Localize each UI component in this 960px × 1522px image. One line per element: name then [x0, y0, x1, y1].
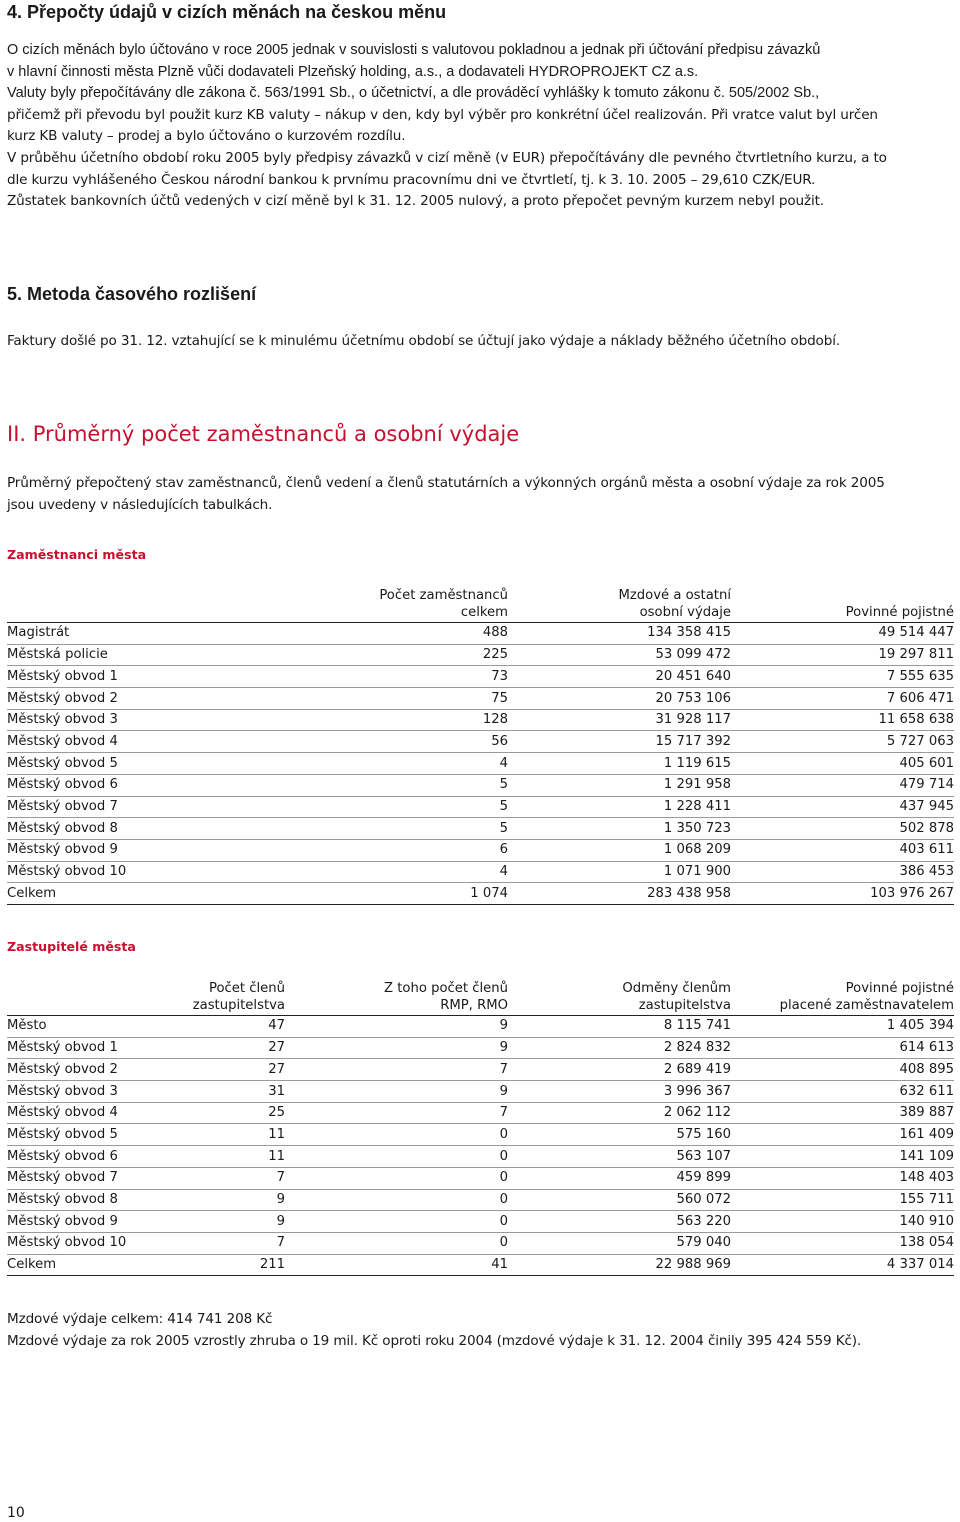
text-line: Valuty byly přepočítávány dle zákona č. 563/1991 Sb., o účetnictví, a dle prováděcí vyhlášky k tomuto zákonu č. 505/2002 Sb., — [7, 85, 820, 102]
cell-value: 0 — [285, 1167, 508, 1189]
cell-value: 1 074 — [207, 883, 508, 905]
council-table-caption: Zastupitelé města — [7, 939, 136, 954]
cell-value: 9 — [285, 1016, 508, 1038]
cell-value: 408 895 — [731, 1059, 954, 1081]
text-line: Zůstatek bankovních účtů vedených v cizí měně byl k 31. 12. 2005 nulový, a proto přepočet pevným kurzem nebyl použit. — [7, 193, 824, 210]
row-label: Městský obvod 2 — [7, 1059, 177, 1081]
cell-value: 47 — [177, 1016, 285, 1038]
row-label: Městský obvod 7 — [7, 1167, 177, 1189]
cell-value: 563 107 — [508, 1146, 731, 1168]
cell-value: 6 — [207, 839, 508, 861]
cell-value: 134 358 415 — [508, 623, 731, 645]
cell-value: 138 054 — [731, 1232, 954, 1254]
table-row — [7, 774, 954, 796]
table-row — [7, 1016, 954, 1038]
cell-value: 211 — [177, 1254, 285, 1276]
cell-value: 225 — [207, 644, 508, 666]
cell-value: 1 405 394 — [731, 1016, 954, 1038]
cell-value: 4 — [207, 861, 508, 883]
row-label: Magistrát — [7, 623, 207, 645]
cell-value: 9 — [285, 1037, 508, 1059]
column-header — [7, 980, 177, 1016]
column-header — [7, 587, 207, 623]
cell-value: 9 — [177, 1211, 285, 1233]
column-header-line: Odměny členům — [622, 981, 731, 996]
cell-value: 27 — [177, 1059, 285, 1081]
cell-value: 403 611 — [731, 839, 954, 861]
cell-value: 41 — [285, 1254, 508, 1276]
row-label: Městský obvod 10 — [7, 861, 207, 883]
cell-value: 73 — [207, 666, 508, 688]
table-row — [7, 1059, 954, 1081]
cell-value: 459 899 — [508, 1167, 731, 1189]
row-label: Městská policie — [7, 644, 207, 666]
cell-value: 1 068 209 — [508, 839, 731, 861]
row-label: Městský obvod 8 — [7, 818, 207, 840]
column-header-line: Mzdové a ostatní — [618, 588, 731, 603]
cell-value: 560 072 — [508, 1189, 731, 1211]
cell-value: 155 711 — [731, 1189, 954, 1211]
cell-value: 148 403 — [731, 1167, 954, 1189]
row-label: Městský obvod 1 — [7, 666, 207, 688]
table-row — [7, 688, 954, 710]
column-header-line: Počet členů — [208, 981, 285, 996]
cell-value: 1 119 615 — [508, 753, 731, 775]
column-header-line: Počet zaměstnanců — [379, 588, 508, 603]
row-label: Městský obvod 7 — [7, 796, 207, 818]
text-line: O cizích měnách bylo účtováno v roce 2005 jednak v souvislosti s valutovou pokladnou a jednak při účtování předpisu závazků — [7, 42, 821, 58]
row-label: Městský obvod 4 — [7, 1102, 177, 1124]
wage-growth-note: Mzdové výdaje za rok 2005 vzrostly zhruba o 19 mil. Kč oproti roku 2004 (mzdové výdaje k 31. 12. 2004 činily 395 424 559 Kč). — [7, 1332, 862, 1349]
cell-value: 5 727 063 — [731, 731, 954, 753]
cell-value: 25 — [177, 1102, 285, 1124]
table-row — [7, 1146, 954, 1168]
cell-value: 437 945 — [731, 796, 954, 818]
cell-value: 15 717 392 — [508, 731, 731, 753]
cell-value: 27 — [177, 1037, 285, 1059]
row-label: Městský obvod 9 — [7, 1211, 177, 1233]
text-line: v hlavní činnosti města Plzně vůči dodavateli Plzeňský holding, a.s., a dodavateli HYDROPROJEKT CZ a.s. — [7, 63, 699, 80]
cell-value: 9 — [177, 1189, 285, 1211]
column-header-line: zastupitelstva — [192, 998, 285, 1013]
cell-value: 502 878 — [731, 818, 954, 840]
table-row — [7, 1081, 954, 1103]
row-label: Město — [7, 1016, 177, 1038]
cell-value: 563 220 — [508, 1211, 731, 1233]
cell-value: 579 040 — [508, 1232, 731, 1254]
table-row — [7, 709, 954, 731]
cell-value: 632 611 — [731, 1081, 954, 1103]
cell-value: 479 714 — [731, 774, 954, 796]
cell-value: 0 — [285, 1189, 508, 1211]
cell-value: 1 071 900 — [508, 861, 731, 883]
cell-value: 9 — [285, 1081, 508, 1103]
table-row — [7, 644, 954, 666]
text-line: přičemž při převodu byl použit kurz KB valuty – nákup v den, kdy byl výběr pro konkrétní účel realizován. Při vratce valut byl určen — [7, 106, 878, 123]
cell-value: 2 689 419 — [508, 1059, 731, 1081]
cell-value: 20 753 106 — [508, 688, 731, 710]
row-label: Celkem — [7, 1254, 177, 1276]
cell-value: 128 — [207, 709, 508, 731]
cell-value: 19 297 811 — [731, 644, 954, 666]
table-row — [7, 1189, 954, 1211]
table-row — [7, 666, 954, 688]
text-line: Faktury došlé po 31. 12. vztahující se k minulému účetnímu období se účtují jako výdaje a náklady běžného účetního období. — [7, 333, 841, 349]
cell-value: 1 291 958 — [508, 774, 731, 796]
cell-value: 0 — [285, 1211, 508, 1233]
column-header-line: Povinné pojistné — [845, 981, 954, 996]
cell-value: 2 824 832 — [508, 1037, 731, 1059]
wage-total-note: Mzdové výdaje celkem: 414 741 208 Kč — [7, 1311, 273, 1327]
text-line: dle kurzu vyhlášeného Českou národní bankou k prvnímu pracovnímu dni ve čtvrtletí, tj. k 3. 10. 2005 – 29,610 CZK/EUR. — [7, 171, 816, 188]
table-row — [7, 1037, 954, 1059]
table-row — [7, 861, 954, 883]
cell-value: 161 409 — [731, 1124, 954, 1146]
cell-value: 1 350 723 — [508, 818, 731, 840]
cell-value: 4 — [207, 753, 508, 775]
cell-value: 53 099 472 — [508, 644, 731, 666]
row-label: Městský obvod 6 — [7, 1146, 177, 1168]
total-row — [7, 883, 954, 905]
row-label: Městský obvod 3 — [7, 1081, 177, 1103]
table-row — [7, 731, 954, 753]
cell-value: 103 976 267 — [731, 883, 954, 905]
row-label: Městský obvod 8 — [7, 1189, 177, 1211]
employees-table — [7, 587, 954, 905]
row-label: Městský obvod 3 — [7, 709, 207, 731]
footer-notes — [7, 1309, 953, 1352]
column-header-line: Z toho počet členů — [384, 981, 508, 996]
total-row — [7, 1254, 954, 1276]
council-table — [7, 980, 954, 1276]
section-5-title: 5. Metoda časového rozlišení — [7, 284, 257, 304]
table-row — [7, 1167, 954, 1189]
row-label: Městský obvod 5 — [7, 753, 207, 775]
table-row — [7, 839, 954, 861]
cell-value: 386 453 — [731, 861, 954, 883]
section-5-text — [7, 331, 953, 353]
cell-value: 7 606 471 — [731, 688, 954, 710]
text-line: Průměrný přepočtený stav zaměstnanců, členů vedení a členů statutárních a výkonných orgánů města a osobní výdaje za rok 2005 — [7, 475, 885, 491]
cell-value: 283 438 958 — [508, 883, 731, 905]
column-header — [207, 587, 508, 623]
row-label: Celkem — [7, 883, 207, 905]
chapter-2-intro — [7, 473, 953, 516]
cell-value: 11 658 638 — [731, 709, 954, 731]
table-row — [7, 1124, 954, 1146]
cell-value: 5 — [207, 774, 508, 796]
column-header-line: RMP, RMO — [440, 998, 508, 1013]
cell-value: 31 928 117 — [508, 709, 731, 731]
cell-value: 7 555 635 — [731, 666, 954, 688]
column-header-line: zastupitelstva — [638, 998, 731, 1013]
row-label: Městský obvod 1 — [7, 1037, 177, 1059]
cell-value: 7 — [177, 1167, 285, 1189]
cell-value: 20 451 640 — [508, 666, 731, 688]
table-row — [7, 1232, 954, 1254]
column-header — [508, 980, 731, 1016]
cell-value: 11 — [177, 1124, 285, 1146]
row-label: Městský obvod 10 — [7, 1232, 177, 1254]
cell-value: 11 — [177, 1146, 285, 1168]
chapter-2-title: II. Průměrný počet zaměstnanců a osobní výdaje — [7, 422, 520, 446]
cell-value: 3 996 367 — [508, 1081, 731, 1103]
text-line: kurz KB valuty – prodej a bylo účtováno o kurzovém rozdílu. — [7, 128, 406, 145]
column-header — [731, 587, 954, 623]
row-label: Městský obvod 9 — [7, 839, 207, 861]
table-row — [7, 753, 954, 775]
table-row — [7, 623, 954, 645]
column-header — [177, 980, 285, 1016]
text-line: jsou uvedeny v následujících tabulkách. — [7, 496, 273, 513]
cell-value: 575 160 — [508, 1124, 731, 1146]
cell-value: 22 988 969 — [508, 1254, 731, 1276]
cell-value: 405 601 — [731, 753, 954, 775]
cell-value: 8 115 741 — [508, 1016, 731, 1038]
column-header — [285, 980, 508, 1016]
cell-value: 7 — [285, 1059, 508, 1081]
employees-table-caption: Zaměstnanci města — [7, 547, 147, 562]
cell-value: 488 — [207, 623, 508, 645]
cell-value: 5 — [207, 818, 508, 840]
column-header-line: Povinné pojistné — [845, 605, 954, 620]
cell-value: 614 613 — [731, 1037, 954, 1059]
page-number: 10 — [7, 1505, 25, 1521]
row-label: Městský obvod 4 — [7, 731, 207, 753]
cell-value: 4 337 014 — [731, 1254, 954, 1276]
cell-value: 31 — [177, 1081, 285, 1103]
column-header-line: celkem — [460, 605, 508, 620]
cell-value: 2 062 112 — [508, 1102, 731, 1124]
section-4-text — [7, 40, 953, 213]
cell-value: 389 887 — [731, 1102, 954, 1124]
cell-value: 5 — [207, 796, 508, 818]
column-header-line: osobní výdaje — [639, 605, 731, 620]
cell-value: 0 — [285, 1124, 508, 1146]
cell-value: 49 514 447 — [731, 623, 954, 645]
table-row — [7, 1211, 954, 1233]
cell-value: 75 — [207, 688, 508, 710]
cell-value: 0 — [285, 1232, 508, 1254]
table-row — [7, 818, 954, 840]
row-label: Městský obvod 5 — [7, 1124, 177, 1146]
section-4-title: 4. Přepočty údajů v cizích měnách na českou měnu — [7, 2, 447, 22]
table-row — [7, 1102, 954, 1124]
cell-value: 56 — [207, 731, 508, 753]
cell-value: 0 — [285, 1146, 508, 1168]
table-row — [7, 796, 954, 818]
cell-value: 140 910 — [731, 1211, 954, 1233]
row-label: Městský obvod 6 — [7, 774, 207, 796]
row-label: Městský obvod 2 — [7, 688, 207, 710]
cell-value: 7 — [285, 1102, 508, 1124]
cell-value: 1 228 411 — [508, 796, 731, 818]
column-header-line: placené zaměstnavatelem — [779, 998, 954, 1013]
cell-value: 7 — [177, 1232, 285, 1254]
column-header — [731, 980, 954, 1016]
text-line: V průběhu účetního období roku 2005 byly předpisy závazků v cizí měně (v EUR) přepočítávány dle pevného čtvrtletního kurzu, a to — [7, 149, 887, 166]
cell-value: 141 109 — [731, 1146, 954, 1168]
column-header — [508, 587, 731, 623]
